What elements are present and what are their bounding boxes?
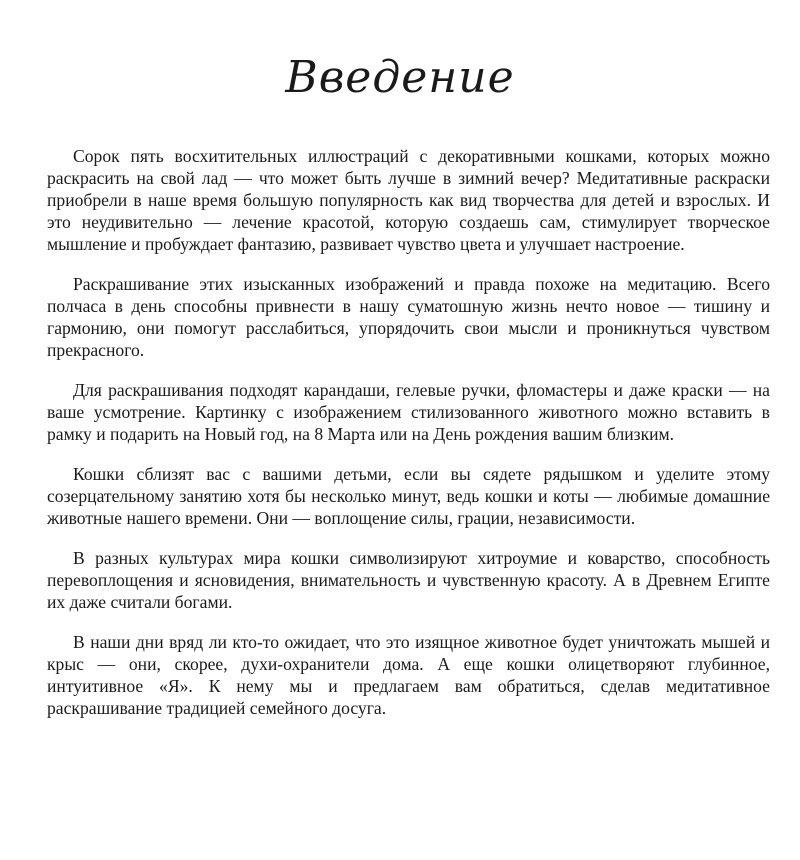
introduction-text <box>47 145 770 737</box>
paragraph-3: Для раскрашивания подходят карандаши, гелевые ручки, фломастеры и даже краски — на ваше усмотрение. Картинку с изображением стилизованного животного можно вставить в рамку и подарить на Новый год, на 8 Марта или на День рождения вашим близким. <box>47 380 770 444</box>
page-title: Введение <box>285 52 515 103</box>
paragraph-6: В наши дни вряд ли кто-то ожидает, что это изящное животное будет уничтожать мышей и крыс — они, скорее, духи-охранители дома. А еще кошки олицетворяют глубинное, интуитивное «Я». К нему мы и предлагаем вам обратиться, сделав медитативное раскрашивание традицией семейного досуга. <box>47 632 770 718</box>
paragraph-2: Раскрашивание этих изысканных изображений и правда похоже на медитацию. Всего полчаса в день способны привнести в нашу суматошную жизнь нечто новое — тишину и гармонию, они помогут расслабиться, упорядочить свои мысли и проникнуться чувством прекрасного. <box>47 274 770 360</box>
paragraph-5: В разных культурах мира кошки символизируют хитроумие и коварство, способность перевоплощения и ясновидения, внимательность и чувственную красоту. А в Древнем Египте их даже считали богами. <box>47 548 770 612</box>
paragraph-1: Сорок пять восхитительных иллюстраций с декоративными кошками, которых можно раскрасить на свой лад — что может быть лучше в зимний вечер? Медитативные раскраски приобрели в наше время большую популярность как вид творчества для детей и взрослых. И это неудивительно — лечение красотой, которую создаешь сам, стимулирует творческое мышление и пробуждает фантазию, развивает чувство цвета и улучшает настроение. <box>47 146 770 254</box>
paragraph-4: Кошки сблизят вас с вашими детьми, если вы сядете рядышком и уделите этому созерцательному занятию хотя бы несколько минут, ведь кошки и коты — любимые домашние животные нашего времени. Они — воплощение силы, грации, независимости. <box>47 464 770 528</box>
